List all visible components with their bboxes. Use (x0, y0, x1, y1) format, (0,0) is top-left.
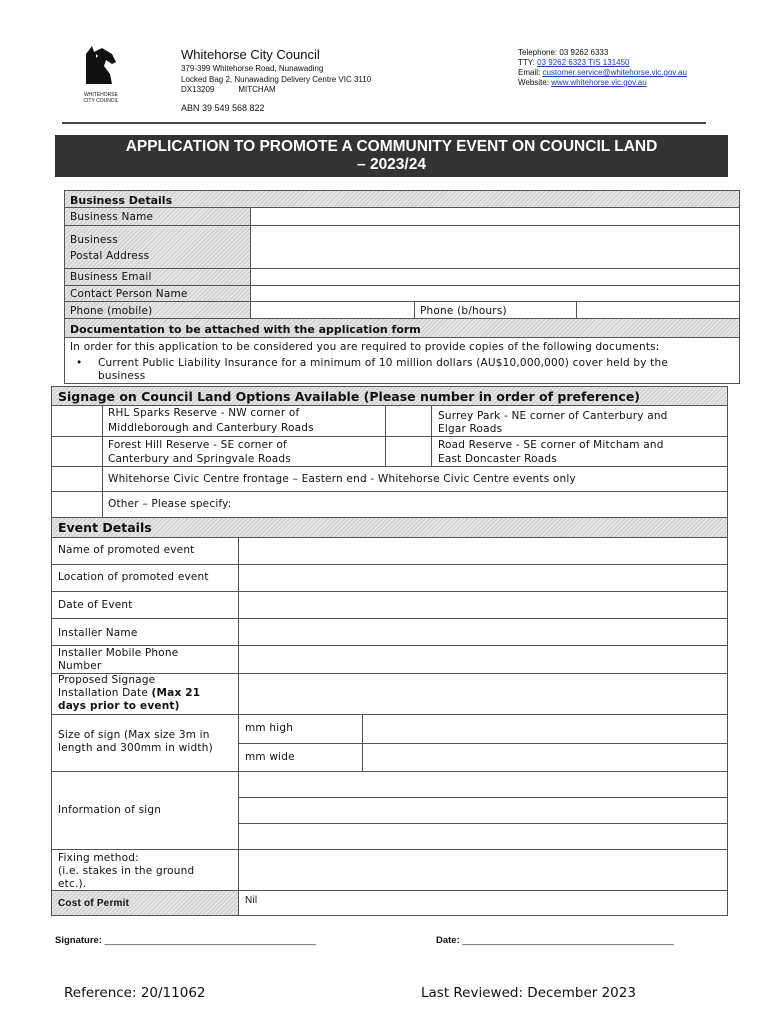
reference-number: Reference: 20/11062 (64, 985, 206, 1001)
phone-bh-input[interactable] (576, 301, 740, 319)
website-link[interactable]: www.whitehorse.vic.gov.au (551, 78, 647, 87)
fixing-method-label-2: (i.e. stakes in the ground (58, 865, 195, 877)
form-title: APPLICATION TO PROMOTE A COMMUNITY EVENT ON COUNCIL LAND – 2023/24 (55, 135, 728, 177)
postal-address-label-2: Postal Address (70, 250, 150, 262)
signage-option-3-line-2: Canterbury and Springvale Roads (108, 453, 291, 465)
documentation-intro: In order for this application to be considered you are required to provide copies of the following documents: (70, 341, 660, 353)
sign-size-label-2: length and 300mm in width) (58, 742, 213, 754)
mm-high-label: mm high (245, 722, 294, 734)
install-date-label-3: days prior to event) (58, 700, 180, 712)
fixing-method-label-3: etc.). (58, 878, 87, 890)
contact-details: Telephone: 03 9262 6333 TTY: 03 9262 6323 TIS 131450 Email: customer.service@whitehorse.vic.gov.au Website: www.whitehorse.vic.gov.au (518, 48, 687, 87)
phone-mobile-label: Phone (mobile) (70, 305, 153, 317)
phone-mobile-input[interactable] (250, 301, 415, 319)
signage-option-5-label: Whitehorse Civic Centre frontage – Eastern end - Whitehorse Civic Centre events only (108, 473, 576, 485)
fixing-method-input[interactable] (238, 849, 728, 891)
documentation-bullet-1: Current Public Liability Insurance for a minimum of 10 million dollars (AU$10,000,000) cover held by the (98, 357, 668, 369)
sign-info-input-1[interactable] (238, 771, 728, 798)
signage-option-3-preference[interactable] (51, 436, 103, 467)
installer-mobile-label-2: Number (58, 660, 102, 672)
date-field[interactable]: Date: ________________________________________ (436, 935, 674, 946)
council-name: Whitehorse City Council (181, 47, 320, 62)
signature-field[interactable]: Signature: ________________________________________ (55, 935, 316, 946)
sign-width-input[interactable] (362, 743, 728, 772)
event-date-label: Date of Event (58, 599, 133, 611)
signage-option-3-line-1: Forest Hill Reserve - SE corner of (108, 439, 287, 451)
signage-option-2-line-2: Elgar Roads (438, 423, 503, 435)
signage-option-1-line-2: Middleborough and Canterbury Roads (108, 422, 314, 434)
bullet-icon: • (76, 357, 83, 369)
business-name-input[interactable] (250, 207, 740, 226)
business-details-heading: Business Details (70, 194, 173, 207)
installer-name-input[interactable] (238, 618, 728, 646)
installer-mobile-label-1: Installer Mobile Phone (58, 647, 179, 659)
last-reviewed: Last Reviewed: December 2023 (421, 985, 636, 1001)
event-details-header (51, 517, 728, 538)
sign-info-input-2[interactable] (238, 797, 728, 824)
installer-name-label: Installer Name (58, 627, 138, 639)
fixing-method-label-1: Fixing method: (58, 852, 139, 864)
business-name-label: Business Name (70, 211, 154, 223)
mm-wide-label: mm wide (245, 751, 295, 763)
documentation-bullet-2: business (98, 370, 146, 382)
cost-permit-value-cell (238, 890, 728, 916)
signage-option-4-line-2: East Doncaster Roads (438, 453, 557, 465)
sign-info-label: Information of sign (58, 804, 162, 816)
signage-option-2-line-1: Surrey Park - NE corner of Canterbury and (438, 410, 668, 422)
sign-size-label-1: Size of sign (Max size 3m in (58, 729, 210, 741)
email-link[interactable]: customer.service@whitehorse.vic.gov.au (542, 68, 687, 77)
event-name-input[interactable] (238, 537, 728, 565)
council-address: 379-399 Whitehorse Road, Nunawading Locked Bag 2, Nunawading Delivery Centre VIC 3110 DX13209 MITCHAM (181, 64, 372, 94)
event-details-heading: Event Details (58, 520, 152, 535)
signage-option-6-label: Other – Please specify: (108, 498, 232, 510)
event-name-label: Name of promoted event (58, 544, 195, 556)
business-email-input[interactable] (250, 268, 740, 286)
installer-mobile-input[interactable] (238, 645, 728, 674)
signage-option-6-preference[interactable] (51, 491, 103, 518)
signage-option-4-line-1: Road Reserve - SE corner of Mitcham and (438, 439, 664, 451)
cost-permit-value: Nil (245, 895, 258, 906)
event-location-input[interactable] (238, 564, 728, 592)
postal-address-label-1: Business (70, 234, 118, 246)
logo-text: WHITEHORSE CITY COUNCIL (83, 92, 119, 104)
contact-person-input[interactable] (250, 285, 740, 302)
header-divider (62, 122, 706, 124)
signage-heading: Signage on Council Land Options Available (Please number in order of preference) (58, 389, 641, 404)
signage-option-1-preference[interactable] (51, 405, 103, 437)
event-location-label: Location of promoted event (58, 571, 209, 583)
signage-option-4-preference[interactable] (385, 436, 432, 467)
signage-option-1-line-1: RHL Sparks Reserve - NW corner of (108, 407, 300, 419)
council-abn: ABN 39 549 568 822 (181, 103, 265, 113)
phone-bh-label: Phone (b/hours) (420, 305, 507, 317)
signage-option-2-preference[interactable] (385, 405, 432, 437)
install-date-label-2: Installation Date (Max 21 (58, 687, 201, 699)
event-date-input[interactable] (238, 591, 728, 619)
postal-address-input[interactable] (250, 225, 740, 269)
contact-person-label: Contact Person Name (70, 288, 188, 300)
sign-info-input-3[interactable] (238, 823, 728, 850)
business-email-label: Business Email (70, 271, 152, 283)
sign-height-input[interactable] (362, 714, 728, 744)
install-date-input[interactable] (238, 673, 728, 715)
signage-option-5-preference[interactable] (51, 466, 103, 492)
documentation-heading: Documentation to be attached with the application form (70, 323, 421, 336)
cost-permit-label: Cost of Permit (58, 898, 130, 909)
install-date-label-1: Proposed Signage (58, 674, 156, 686)
tty-link[interactable]: 03 9262 6323 TIS 131450 (537, 58, 630, 67)
